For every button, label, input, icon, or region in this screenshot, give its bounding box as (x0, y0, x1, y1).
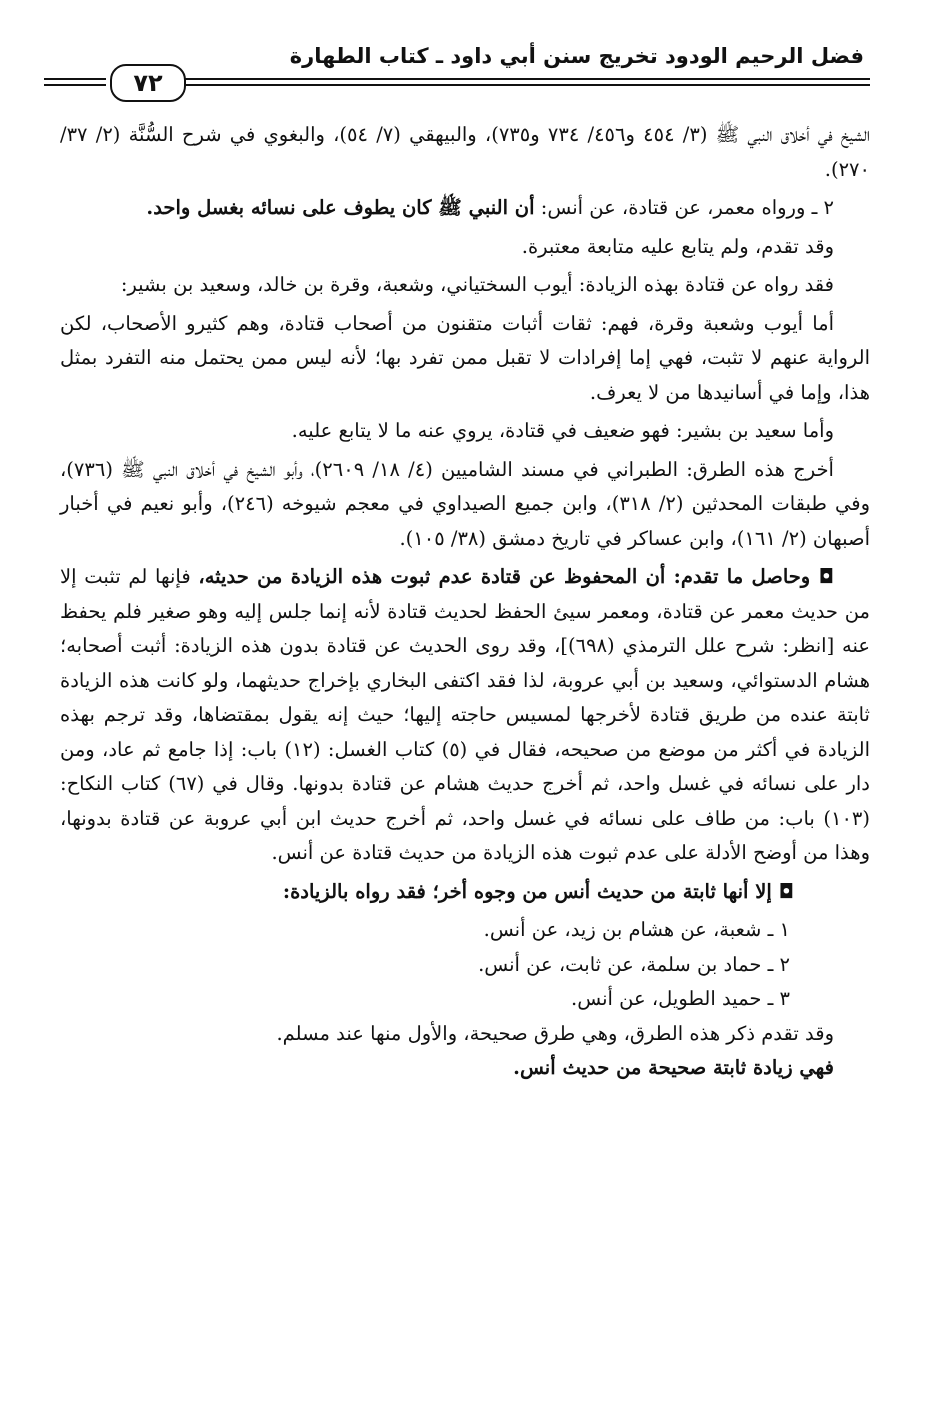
paragraph: وقد تقدم، ولم يتابع عليه متابعة معتبرة. (521, 234, 834, 258)
paragraph: وأما سعيد بن بشير: فهو ضعيف في قتادة، يروي عنه ما لا يتابع عليه. (291, 419, 834, 442)
paragraph: فقد رواه عن قتادة بهذه الزيادة: أيوب السختياني، وشعبة، وقرة بن خالد، وسعيد بن بشير: (120, 273, 834, 296)
hadith-text: أن النبي ﷺ كان يطوف على نسائه بغسل واحد. (146, 196, 535, 219)
text-run: فإنها لم تثبت إلا من حديث معمر عن قتادة، ومعمر سيئ الحفظ لحديث قتادة لأنه إنما جلس إليه وهو صغير فلم يحفظ عنه [انظر: شرح علل الترمذي (٦٩٨)]، وقد روى الحديث عن قتادة بدون هذه الزيادة: أثبت أصحابه؛ هشام الدستوائي، وسعيد بن أبي عروبة، لذا فقد اكتفى البخاري بإخراج حديثهما، ولو كانت هذه الزيادة ثابتة عنده من طريق قتادة لأخرجها لمسيس حاجته إليها؛ حيث إنه يقول بمقتضاها، وقد ترجم بهذه الزيادة في أكثر من موضع من صحيحه، فقال في (٥) كتاب الغسل: (١٢) باب: إذا جامع ثم عاد، ومن دار على نسائه في غسل واحد، ثم أخرج حديث هشام عن قتادة بدونها. وقال في (٦٧) كتاب النكاح: (١٠٣) باب: من طاف على نسائه في غسل واحد، ثم أخرج حديث ابن أبي عروبة عن قتادة بدونها، وهذا من أوضح الأدلة على عدم ثبوت هذه الزيادة من حديث قتادة عن أنس. (60, 565, 870, 864)
conclusion-text: فهي زيادة ثابتة صحيحة من حديث أنس. (513, 1056, 834, 1079)
paragraph (60, 560, 870, 871)
header-rule (44, 78, 106, 80)
header-rule (184, 78, 870, 80)
header-rule (44, 84, 106, 86)
paragraph: وقد تقدم ذكر هذه الطرق، وهي طرق صحيحة، والأول منها عند مسلم. (276, 1021, 834, 1045)
paragraph (60, 1051, 870, 1086)
list-item: ٣ ـ حميد الطويل، عن أنس. (571, 987, 790, 1010)
narration-list (60, 913, 870, 1017)
summary-heading: إلا أنها ثابتة من حديث أنس من وجوه أخر؛ فقد رواه بالزيادة: (282, 879, 779, 903)
header-rule (184, 84, 870, 86)
summary-heading: وحاصل ما تقدم: أن المحفوظ عن قتادة عدم ثبوت هذه الزيادة من حديثه، (198, 565, 819, 588)
list-item: ٢ ـ حماد بن سلمة، عن ثابت، عن أنس. (478, 952, 790, 976)
paragraph: أما أيوب وشعبة وقرة، فهم: ثقات أثبات متقنون من أصحاب قتادة، وهم كثيرو الأصحاب، لكن الرواية عنهم لا تثبت، فهي إما إفرادات لا تقبل ممن تفرد بها؛ لأنه ليس ممن يحتمل منه التفرد بمثل هذا، وإما في أسانيدها من لا يعرف. (60, 311, 870, 404)
text-run: ٢ ـ ورواه معمر، عن قتادة، عن أنس: (534, 196, 834, 219)
paragraph (60, 191, 870, 226)
running-header (44, 44, 870, 102)
paragraph (60, 875, 870, 910)
paragraph: الشيخ في أخلاق النبي ﷺ (٣/ ٤٥٤ و٤٥٦/ ٧٣٤ و٧٣٥)، والبيهقي (٧/ ٥٤)، والبغوي في شرح السُّنَّة (٢/ ٣٧/ ٢٧٠). (60, 123, 871, 181)
bullet-mark-icon: ◘ (818, 565, 834, 588)
page-header-title: فضل الرحيم الودود تخريج سنن أبي داود ـ كتاب الطهارة (289, 44, 864, 68)
list-item: ١ ـ شعبة، عن هشام بن زيد، عن أنس. (483, 918, 790, 941)
page-number: ٧٢ (110, 64, 186, 102)
page-body (60, 118, 870, 1086)
paragraph: أخرج هذه الطرق: الطبراني في مسند الشاميين (٤/ ١٨/ ٢٦٠٩)، وأبو الشيخ في أخلاق النبي ﷺ (٧٣٦)، وفي طبقات المحدثين (٢/ ٣١٨)، وابن جميع الصيداوي في معجم شيوخه (٢٤٦)، وأبو نعيم في أخبار أصبهان (٢/ ١٦١)، وابن عساكر في تاريخ دمشق (٣٨/ ١٠٥). (60, 457, 870, 550)
bullet-mark-icon: ◘ (778, 879, 794, 903)
